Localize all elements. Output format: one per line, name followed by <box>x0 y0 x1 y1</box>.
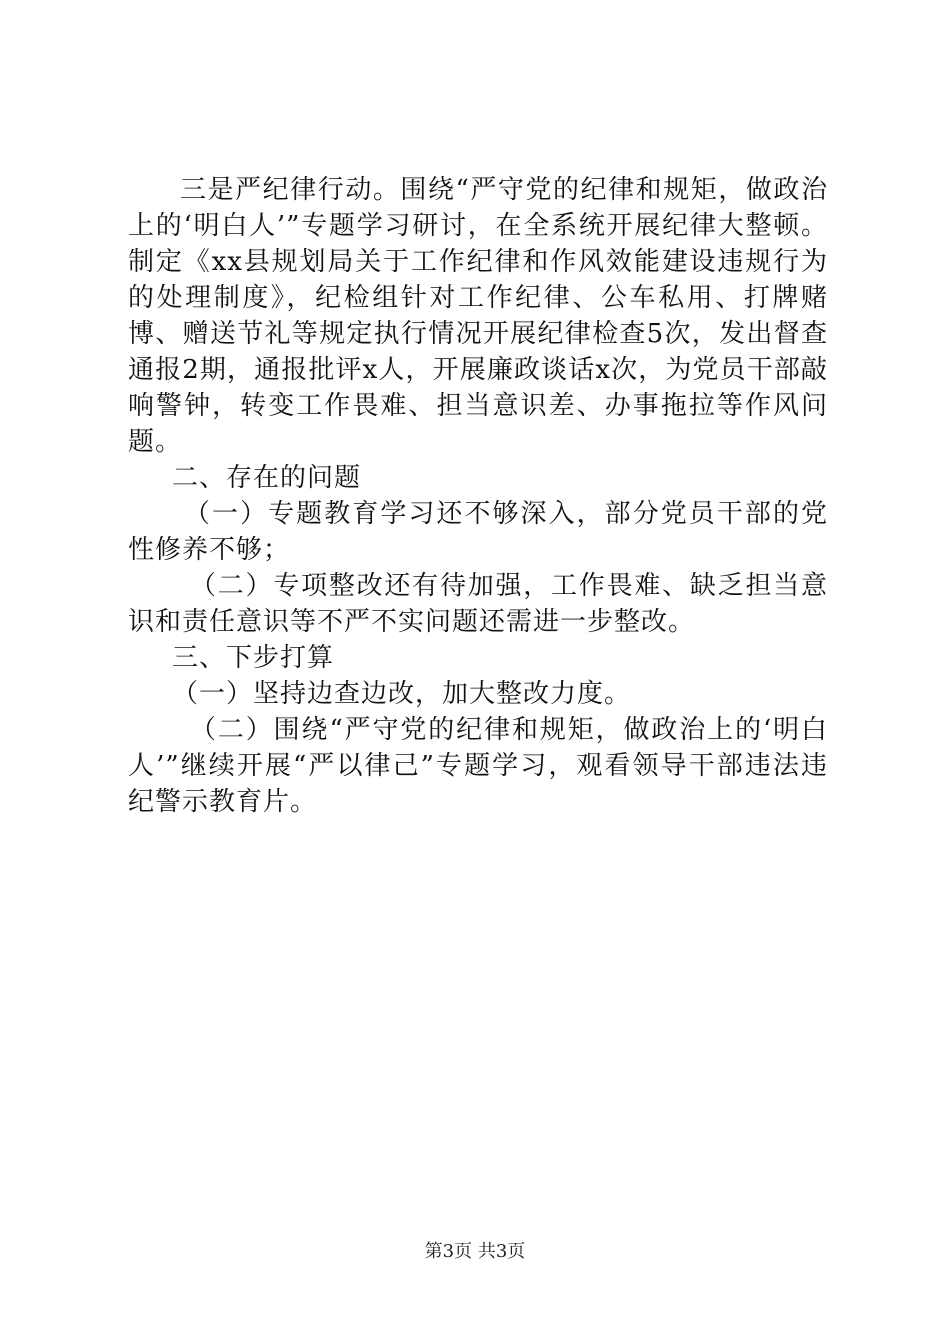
problem-item-2: （二）专项整改还有待加强，工作畏难、缺乏担当意识和责任意识等不严不实问题还需进一步整改。 <box>128 571 828 637</box>
page-footer: 第3页 共3页 <box>424 1241 526 1262</box>
next-step-item-2: （二）围绕“严守党的纪律和规矩，做政治上的‘明白人’”继续开展“严以律己”专题学习，观看领导干部违法违纪警示教育片。 <box>128 715 828 817</box>
paragraph-discipline-action: 三是严纪律行动。围绕“严守党的纪律和规矩，做政治上的‘明白人’”专题学习研讨，在全系统开展纪律大整顿。制定《xx县规划局关于工作纪律和作风效能建设违规行为的处理制度》，纪检组针对工作纪律、公车私用、打牌赌博、赠送节礼等规定执行情况开展纪律检查5次，发出督查通报2期，通报批评x人，开展廉政谈话x次，为党员干部敲响警钟，转变工作畏难、担当意识差、办事拖拉等作风问题。 <box>128 175 828 457</box>
next-step-item-1: （一）坚持边查边改，加大整改力度。 <box>172 679 632 709</box>
section-heading-problems: 二、存在的问题 <box>172 463 362 493</box>
document-body <box>128 172 828 820</box>
problem-item-1: （一）专题教育学习还不够深入，部分党员干部的党性修养不够； <box>128 499 828 565</box>
section-heading-next-steps: 三、下步打算 <box>172 643 335 673</box>
